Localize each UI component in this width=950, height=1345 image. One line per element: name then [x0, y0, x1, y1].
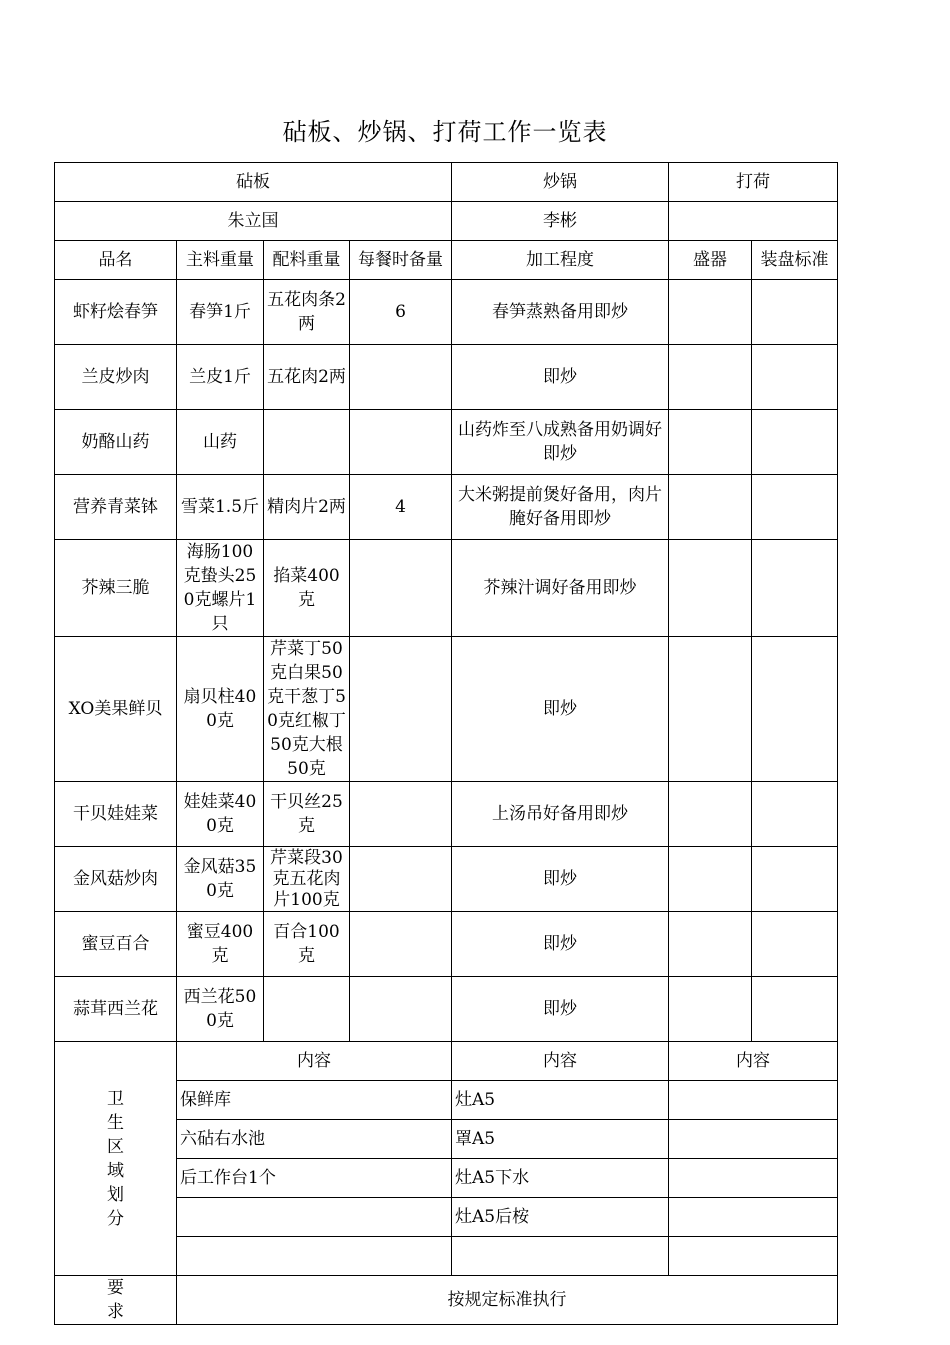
- dish-side: 五花肉条2两: [264, 280, 350, 345]
- dish-process: 山药炸至八成熟备用奶调好即炒: [452, 410, 669, 475]
- requirement-text: 按规定标准执行: [177, 1276, 838, 1325]
- hygiene-chopping: [177, 1237, 452, 1276]
- dish-main: 山药: [177, 410, 264, 475]
- dish-side: 百合100克: [264, 912, 350, 977]
- page-title: 砧板、炒锅、打荷工作一览表: [282, 118, 608, 146]
- dish-row: [55, 782, 838, 847]
- dish-vessel: [669, 540, 752, 637]
- dish-standard: [752, 410, 838, 475]
- dish-vessel: [669, 475, 752, 540]
- dish-main: 海肠100克蛰头250克螺片1只: [177, 540, 264, 637]
- hygiene-wok: 罩A5: [452, 1120, 669, 1159]
- dish-name: 干贝娃娃菜: [55, 782, 177, 847]
- hygiene-content-chopping-header: 内容: [177, 1042, 452, 1081]
- dish-main: 蜜豆400克: [177, 912, 264, 977]
- dish-process: 即炒: [452, 637, 669, 782]
- dish-prep: 4: [350, 475, 452, 540]
- hygiene-chopping: 后工作台1个: [177, 1159, 452, 1198]
- dish-standard: [752, 977, 838, 1042]
- column-header-row: [55, 241, 838, 280]
- dish-name: 蒜茸西兰花: [55, 977, 177, 1042]
- hygiene-label: 卫 生 区 域 划 分: [55, 1042, 177, 1276]
- requirement-row: [55, 1276, 838, 1325]
- dish-main: 雪菜1.5斤: [177, 475, 264, 540]
- dish-prep: [350, 847, 452, 912]
- dish-process: 上汤吊好备用即炒: [452, 782, 669, 847]
- dish-standard: [752, 637, 838, 782]
- hygiene-content-wok-header: 内容: [452, 1042, 669, 1081]
- dish-side: [264, 977, 350, 1042]
- hygiene-plating: [669, 1159, 838, 1198]
- hygiene-plating: [669, 1198, 838, 1237]
- dish-name: 虾籽烩春笋: [55, 280, 177, 345]
- dish-row: [55, 977, 838, 1042]
- section-chopping: 砧板: [55, 163, 452, 202]
- dish-name: XO美果鲜贝: [55, 637, 177, 782]
- dish-prep: [350, 410, 452, 475]
- dish-name: 金风菇炒肉: [55, 847, 177, 912]
- dish-name: 营养青菜钵: [55, 475, 177, 540]
- hygiene-chopping: [177, 1198, 452, 1237]
- hygiene-wok: 灶A5: [452, 1081, 669, 1120]
- col-vessel: 盛器: [669, 241, 752, 280]
- dish-row: [55, 637, 838, 782]
- dish-prep: [350, 977, 452, 1042]
- dish-main: 扇贝柱400克: [177, 637, 264, 782]
- dish-process: 芥辣汁调好备用即炒: [452, 540, 669, 637]
- staff-chopping: 朱立国: [55, 202, 452, 241]
- dish-side: [264, 410, 350, 475]
- hygiene-wok: 灶A5后桉: [452, 1198, 669, 1237]
- dish-vessel: [669, 410, 752, 475]
- dish-standard: [752, 475, 838, 540]
- hygiene-plating: [669, 1081, 838, 1120]
- dish-vessel: [669, 280, 752, 345]
- dish-main: 金风菇350克: [177, 847, 264, 912]
- dish-row: [55, 540, 838, 637]
- dish-prep: [350, 912, 452, 977]
- dish-side: 精肉片2两: [264, 475, 350, 540]
- dish-vessel: [669, 977, 752, 1042]
- dish-process: 即炒: [452, 977, 669, 1042]
- requirement-label: 要 求: [55, 1276, 177, 1325]
- dish-row: [55, 847, 838, 912]
- dish-row: [55, 475, 838, 540]
- dish-vessel: [669, 912, 752, 977]
- dish-side: 五花肉2两: [264, 345, 350, 410]
- dish-process: 即炒: [452, 345, 669, 410]
- work-table: [54, 162, 838, 1325]
- col-main: 主料重量: [177, 241, 264, 280]
- staff-row: [55, 202, 838, 241]
- dish-name: 蜜豆百合: [55, 912, 177, 977]
- dish-row: [55, 280, 838, 345]
- col-standard: 装盘标准: [752, 241, 838, 280]
- dish-main: 兰皮1斤: [177, 345, 264, 410]
- dish-row: [55, 912, 838, 977]
- dish-row: [55, 345, 838, 410]
- col-dish: 品名: [55, 241, 177, 280]
- dish-standard: [752, 782, 838, 847]
- section-plating: 打荷: [669, 163, 838, 202]
- hygiene-chopping: 六砧右水池: [177, 1120, 452, 1159]
- dish-name: 芥辣三脆: [55, 540, 177, 637]
- dish-standard: [752, 912, 838, 977]
- hygiene-plating: [669, 1237, 838, 1276]
- dish-standard: [752, 540, 838, 637]
- dish-vessel: [669, 637, 752, 782]
- dish-vessel: [669, 847, 752, 912]
- staff-plating: [669, 202, 838, 241]
- hygiene-plating: [669, 1120, 838, 1159]
- hygiene-wok: [452, 1237, 669, 1276]
- dish-standard: [752, 847, 838, 912]
- section-wok: 炒锅: [452, 163, 669, 202]
- dish-prep: [350, 345, 452, 410]
- dish-prep: [350, 782, 452, 847]
- dish-vessel: [669, 782, 752, 847]
- dish-name: 兰皮炒肉: [55, 345, 177, 410]
- dish-main: 西兰花500克: [177, 977, 264, 1042]
- dish-name: 奶酪山药: [55, 410, 177, 475]
- dish-standard: [752, 280, 838, 345]
- staff-wok: 李彬: [452, 202, 669, 241]
- dish-side: 干贝丝25克: [264, 782, 350, 847]
- hygiene-chopping: 保鲜库: [177, 1081, 452, 1120]
- dish-main: 娃娃菜400克: [177, 782, 264, 847]
- dish-process: 春笋蒸熟备用即炒: [452, 280, 669, 345]
- dish-standard: [752, 345, 838, 410]
- dish-vessel: [669, 345, 752, 410]
- dish-side: 芹菜丁50克白果50克干葱丁50克红椒丁50克大根50克: [264, 637, 350, 782]
- dish-side: 芹菜段30克五花肉片100克: [264, 847, 350, 912]
- dish-process: 大米粥提前煲好备用，肉片腌好备用即炒: [452, 475, 669, 540]
- col-side: 配料重量: [264, 241, 350, 280]
- dish-row: [55, 410, 838, 475]
- dish-prep: 6: [350, 280, 452, 345]
- hygiene-wok: 灶A5下水: [452, 1159, 669, 1198]
- dish-main: 春笋1斤: [177, 280, 264, 345]
- col-prep: 每餐时备量: [350, 241, 452, 280]
- dish-prep: [350, 637, 452, 782]
- dish-side: 掐菜400克: [264, 540, 350, 637]
- col-process: 加工程度: [452, 241, 669, 280]
- dish-process: 即炒: [452, 912, 669, 977]
- hygiene-content-plating-header: 内容: [669, 1042, 838, 1081]
- section-header-row: [55, 163, 838, 202]
- dish-process: 即炒: [452, 847, 669, 912]
- dish-prep: [350, 540, 452, 637]
- hygiene-header-row: [55, 1042, 838, 1081]
